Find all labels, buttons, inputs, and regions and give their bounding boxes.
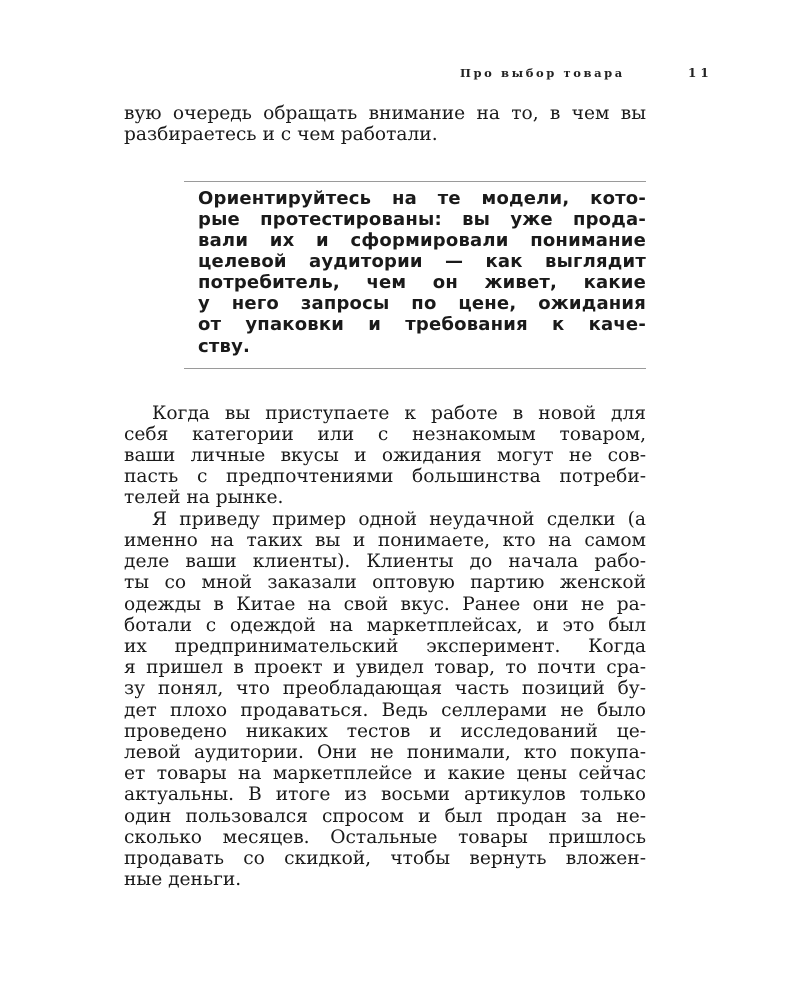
- quote-line: ству.: [198, 336, 251, 357]
- running-head: Про выбор товара: [460, 66, 625, 80]
- text-line: я пришел в проект и увидел товар, то почти сра-: [124, 657, 646, 678]
- text-line: ботали с одеждой на маркетплейсах, и это был: [124, 615, 646, 636]
- text-line: сколько месяцев. Остальные товары пришлось: [124, 827, 646, 848]
- text-line: один пользовался спросом и был продан за не-: [124, 806, 646, 827]
- text-line: ваши личные вкусы и ожидания могут не сов-: [124, 445, 646, 466]
- text-line: себя категории или с незнакомым товаром,: [124, 424, 646, 445]
- quote-bottom-rule: [184, 368, 646, 369]
- text-line: дет плохо продаваться. Ведь селлерами не было: [124, 700, 646, 721]
- text-line: Я приведу пример одной неудачной сделки (а: [152, 509, 646, 530]
- text-line: проведено никаких тестов и исследований це-: [124, 721, 646, 742]
- text-line: телей на рынке.: [124, 487, 284, 508]
- quote-line: потребитель, чем он живет, какие: [198, 272, 646, 293]
- quote-top-rule: [184, 181, 646, 182]
- quote-line: вали их и сформировали понимание: [198, 230, 646, 251]
- text-line: Когда вы приступаете к работе в новой для: [152, 403, 646, 424]
- quote-line: рые протестированы: вы уже прода-: [198, 209, 646, 230]
- text-line: вую очередь обращать внимание на то, в чем вы: [124, 103, 646, 124]
- text-line: их предпринимательский эксперимент. Когда: [124, 636, 646, 657]
- quote-line: целевой аудитории — как выглядит: [198, 251, 646, 272]
- quote-line: от упаковки и требования к каче-: [198, 314, 646, 335]
- text-line: разбираетесь и с чем работали.: [124, 124, 438, 145]
- text-line: зу понял, что преобладающая часть позиций бу-: [124, 678, 646, 699]
- text-line: пасть с предпочтениями большинства потреби-: [124, 466, 646, 487]
- text-line: актуальны. В итоге из восьми артикулов только: [124, 784, 646, 805]
- text-line: ты со мной заказали оптовую партию женской: [124, 572, 646, 593]
- text-line: именно на таких вы и понимаете, кто на самом: [124, 530, 646, 551]
- text-line: деле ваши клиенты). Клиенты до начала рабо-: [124, 551, 646, 572]
- quote-line: Ориентируйтесь на те модели, кото-: [198, 188, 646, 209]
- text-line: одежды в Китае на свой вкус. Ранее они не ра-: [124, 594, 646, 615]
- text-line: левой аудитории. Они не понимали, кто покупа-: [124, 742, 646, 763]
- quote-line: у него запросы по цене, ожидания: [198, 293, 646, 314]
- text-line: продавать со скидкой, чтобы вернуть вложен-: [124, 848, 646, 869]
- text-line: ет товары на маркетплейсе и какие цены сейчас: [124, 763, 646, 784]
- text-line: ные деньги.: [124, 869, 242, 890]
- page-number: 11: [688, 66, 713, 80]
